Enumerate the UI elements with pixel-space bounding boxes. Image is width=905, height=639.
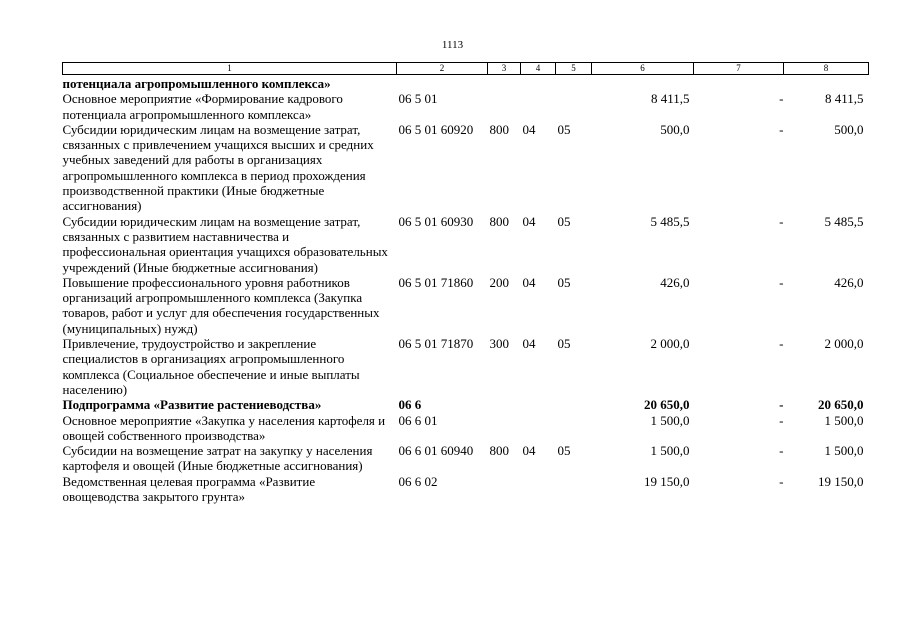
table-body [63, 75, 869, 505]
row-col7-cell [694, 75, 784, 92]
row-col4-cell: 04 [522, 274, 536, 290]
row-col8-cell: 426,0 [834, 274, 864, 290]
row-col6-cell: 2 000,0 [650, 336, 690, 352]
row-col7-cell: - [779, 121, 784, 137]
row-col3-cell: 800 [489, 213, 509, 229]
row-col7-cell: - [779, 473, 784, 489]
row-code-cell: 06 5 01 60920 [398, 121, 474, 137]
row-col5-cell [556, 397, 592, 412]
row-col5-cell: 05 [557, 274, 571, 290]
table-row [63, 413, 869, 444]
row-col7-cell: - [779, 443, 784, 459]
row-col8-cell: 2 000,0 [824, 336, 864, 352]
row-col5-cell [556, 91, 592, 122]
table-row [63, 336, 869, 397]
column-header-5: 5 [556, 63, 592, 75]
table-row [63, 443, 869, 474]
row-col3-cell: 200 [489, 274, 509, 290]
row-code-cell: 06 6 02 [398, 473, 438, 489]
row-col8-cell: 5 485,5 [824, 213, 864, 229]
column-header-1: 1 [63, 63, 397, 75]
row-name-cell: Подпрограмма «Развитие растениеводства» [62, 397, 322, 413]
row-name-cell: Основное мероприятие «Закупка у населения картофеля и овощей собственного производства» [62, 412, 386, 443]
row-col3-cell [488, 91, 521, 122]
row-name-cell: Субсидии на возмещение затрат на закупку у населения картофеля и овощей (Иные бюджетные ассигнования) [62, 443, 373, 474]
row-name-cell: Субсидии юридическим лицам на возмещение затрат, связанных с привлечением учащихся высших и средних учебных заведений для работы в организациях агропромышленного комплекса в период прохождения производственной практики (Иные бюджетные ассигнования) [62, 121, 374, 214]
row-code-cell [397, 75, 488, 92]
row-code-cell: 06 6 01 [398, 412, 438, 428]
row-col3-cell [488, 413, 521, 444]
row-col5-cell: 05 [557, 336, 571, 352]
row-col6-cell: 8 411,5 [650, 91, 690, 107]
column-header-4: 4 [521, 63, 556, 75]
row-col5-cell [556, 474, 592, 505]
row-col4-cell [521, 91, 556, 122]
row-col8-cell: 500,0 [834, 121, 864, 137]
table-row [63, 122, 869, 214]
row-name-cell: Повышение профессионального уровня работников организаций агропромышленного комплекса (Закупка товаров, работ и услуг для обеспечения государственных (муниципальных) нужд) [62, 274, 380, 336]
row-col7-cell: - [779, 336, 784, 352]
row-col7-cell: - [779, 213, 784, 229]
row-col6-cell: 426,0 [660, 274, 690, 290]
row-name-cell: Привлечение, трудоустройство и закрепление специалистов в организациях агропромышленного комплекса (Социальное обеспечение и иные выплаты населению) [62, 336, 360, 397]
row-col8-cell: 1 500,0 [824, 443, 864, 459]
page-number: 1113 [441, 39, 464, 51]
row-code-cell: 06 5 01 71860 [398, 274, 474, 290]
row-col3-cell: 800 [489, 121, 509, 137]
row-col5-cell [556, 413, 592, 444]
row-col6-cell: 500,0 [660, 121, 690, 137]
row-col8-cell: 19 150,0 [818, 473, 864, 489]
row-col8-cell: 8 411,5 [824, 91, 864, 107]
row-col5-cell: 05 [557, 213, 571, 229]
row-name-cell: Субсидии юридическим лицам на возмещение затрат, связанных с развитием наставничества и профессиональная ориентация учащихся образовательных учреждений (Иные бюджетные ассигнования) [62, 213, 388, 275]
row-col4-cell [521, 474, 556, 505]
row-col4-cell: 04 [522, 213, 536, 229]
table-row [63, 214, 869, 275]
row-col4-cell [521, 397, 556, 412]
column-header-7: 7 [694, 63, 784, 75]
row-col6-cell: 20 650,0 [644, 397, 690, 413]
row-name-cell: Ведомственная целевая программа «Развитие овощеводства закрытого грунта» [62, 473, 316, 505]
row-name-cell: Основное мероприятие «Формирование кадрового потенциала агропромышленного комплекса» [62, 91, 343, 122]
row-col3-cell [488, 474, 521, 505]
table-row [63, 75, 869, 92]
row-col8-cell: 1 500,0 [824, 412, 864, 428]
column-header-8: 8 [784, 63, 869, 75]
column-header-2: 2 [397, 63, 488, 75]
row-col5-cell: 05 [557, 121, 571, 137]
row-col3-cell [488, 75, 521, 92]
row-code-cell: 06 5 01 71870 [398, 336, 474, 352]
row-col3-cell: 300 [489, 336, 509, 352]
row-col6-cell [592, 75, 694, 92]
row-code-cell: 06 6 01 60940 [398, 443, 474, 459]
row-col7-cell: - [779, 412, 784, 428]
row-col3-cell: 800 [489, 443, 509, 459]
row-col7-cell: - [779, 274, 784, 290]
row-name-cell: потенциала агропромышленного комплекса» [62, 76, 331, 91]
row-col4-cell: 04 [522, 443, 536, 459]
column-header-3: 3 [488, 63, 521, 75]
column-header-6: 6 [592, 63, 694, 75]
row-col4-cell [521, 413, 556, 444]
row-col6-cell: 5 485,5 [650, 213, 690, 229]
table-row [63, 91, 869, 122]
row-col7-cell: - [779, 397, 784, 413]
budget-table [62, 62, 869, 504]
row-col5-cell [556, 75, 592, 92]
row-code-cell: 06 6 [398, 397, 422, 413]
row-col8-cell [784, 75, 869, 92]
row-col4-cell: 04 [522, 121, 536, 137]
row-col6-cell: 19 150,0 [644, 473, 690, 489]
row-col4-cell: 04 [522, 336, 536, 352]
row-col6-cell: 1 500,0 [650, 412, 690, 428]
row-col7-cell: - [779, 91, 784, 107]
row-col4-cell [521, 75, 556, 92]
row-code-cell: 06 5 01 60930 [398, 213, 474, 229]
row-col6-cell: 1 500,0 [650, 443, 690, 459]
row-col8-cell: 20 650,0 [818, 397, 864, 413]
table-row [63, 275, 869, 336]
row-col5-cell: 05 [557, 443, 571, 459]
table-row [63, 474, 869, 505]
table-row [63, 397, 869, 412]
header-row [63, 63, 869, 75]
row-col3-cell [488, 397, 521, 412]
row-code-cell: 06 5 01 [398, 91, 438, 107]
